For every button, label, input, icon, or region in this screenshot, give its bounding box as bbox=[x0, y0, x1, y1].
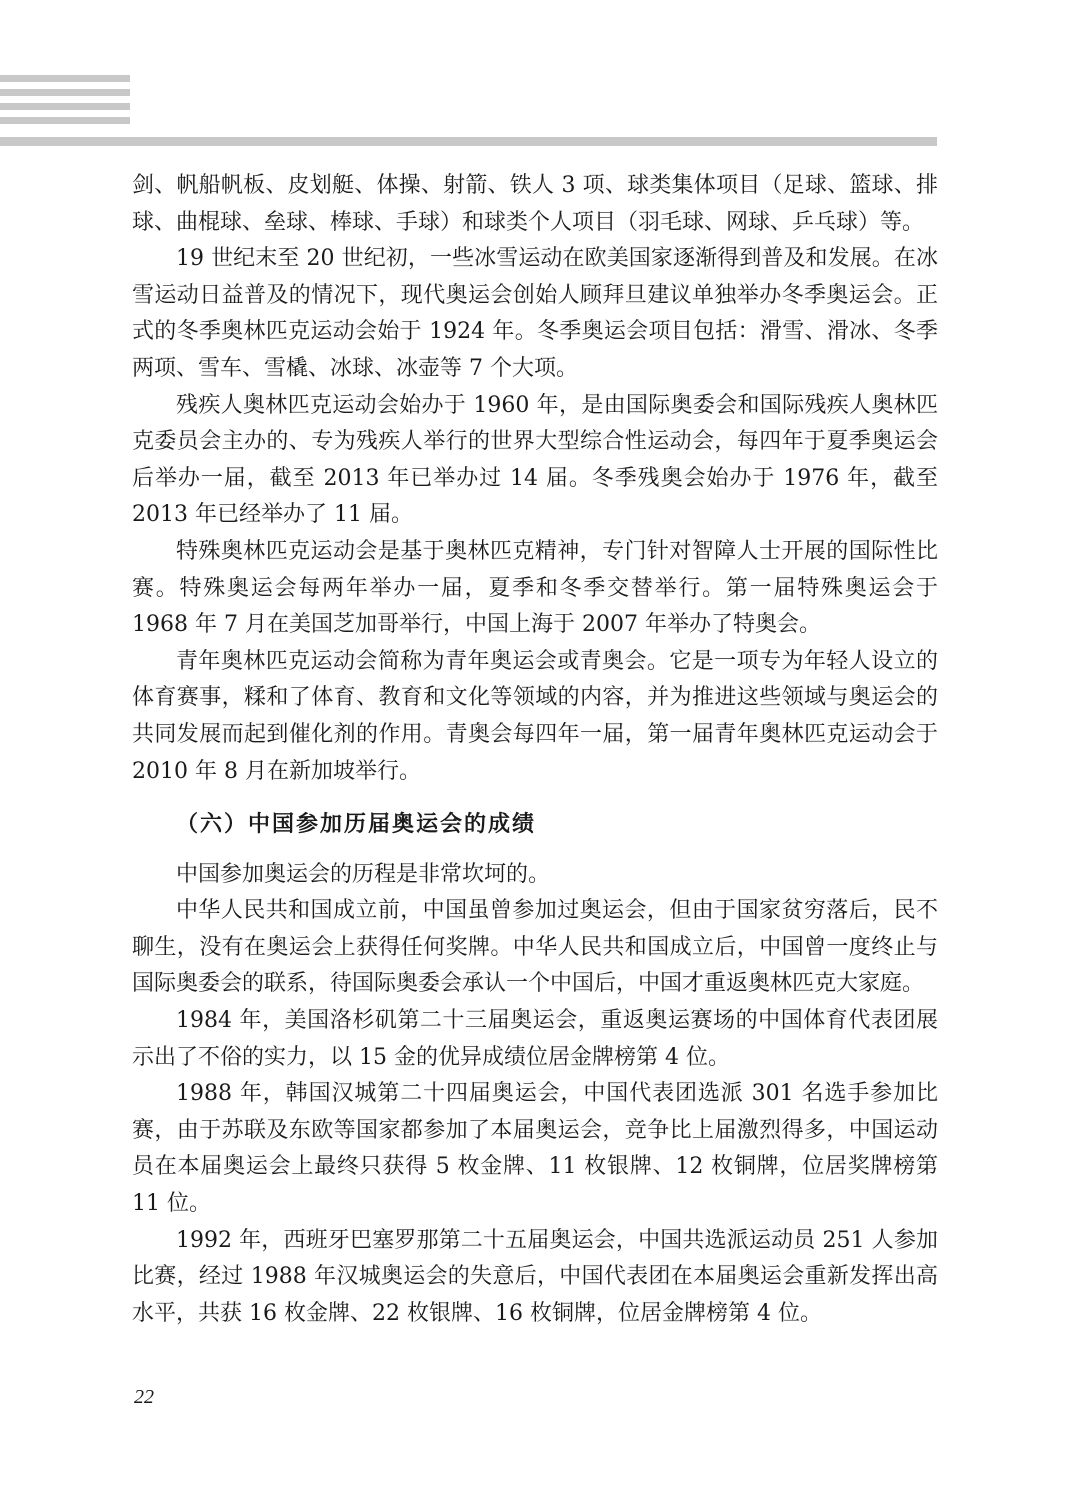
paragraph: 1984 年，美国洛杉矶第二十三届奥运会，重返奥运赛场的中国体育代表团展示出了不俗的实力，以 15 金的优异成绩位居金牌榜第 4 位。 bbox=[132, 1008, 938, 1070]
page-number: 22 bbox=[134, 1386, 154, 1408]
paragraph: 残疾人奥林匹克运动会始办于 1960 年，是由国际奥委会和国际残疾人奥林匹克委员会主办的、专为残疾人举行的世界大型综合性运动会，每四年于夏季奥运会后举办一届，截至 2013 年已举办过 14 届。冬季残奥会始办于 1976 年，截至 2013 年已经举办了 11 届。 bbox=[132, 392, 938, 528]
header-stripe bbox=[0, 75, 130, 82]
paragraph: 1992 年，西班牙巴塞罗那第二十五届奥运会，中国共选派运动员 251 人参加比赛，经过 1988 年汉城奥运会的失意后，中国代表团在本届奥运会重新发挥出高水平，共获 16 枚金牌、22 枚银牌、16 枚铜牌，位居金牌榜第 4 位。 bbox=[132, 1227, 938, 1326]
paragraph: 特殊奥林匹克运动会是基于奥林匹克精神，专门针对智障人士开展的国际性比赛。特殊奥运会每两年举办一届，夏季和冬季交替举行。第一届特殊奥运会于 1968 年 7 月在美国芝加哥举行，中国上海于 2007 年举办了特奥会。 bbox=[132, 538, 938, 638]
paragraph: 中华人民共和国成立前，中国虽曾参加过奥运会，但由于国家贫穷落后，民不聊生，没有在奥运会上获得任何奖牌。中华人民共和国成立后，中国曾一度终止与国际奥委会的联系，待国际奥委会承认一个中国后，中国才重返奥林匹克大家庭。 bbox=[132, 898, 938, 997]
header-stripe bbox=[0, 103, 130, 110]
page-body bbox=[132, 168, 938, 1332]
header-stripe bbox=[0, 89, 130, 96]
paragraph: 1988 年，韩国汉城第二十四届奥运会，中国代表团选派 301 名选手参加比赛，由于苏联及东欧等国家都参加了本届奥运会，竞争比上届激烈得多，中国运动员在本届奥运会上最终只获得 5 枚金牌、11 枚银牌、12 枚铜牌，位居奖牌榜第 11 位。 bbox=[132, 1081, 938, 1217]
section-heading: （六）中国参加历届奥运会的成绩 bbox=[176, 811, 537, 838]
paragraph: 青年奥林匹克运动会简称为青年奥运会或青奥会。它是一项专为年轻人设立的体育赛事，糅和了体育、教育和文化等领域的内容，并为推进这些领域与奥运会的共同发展而起到催化剂的作用。青奥会每四年一届，第一届青年奥林匹克运动会于 2010 年 8 月在新加坡举行。 bbox=[132, 648, 938, 784]
paragraph: 剑、帆船帆板、皮划艇、体操、射箭、铁人 3 项、球类集体项目（足球、篮球、排球、曲棍球、垒球、棒球、手球）和球类个人项目（羽毛球、网球、乒乓球）等。 bbox=[132, 173, 938, 235]
paragraph: 中国参加奥运会的历程是非常坎坷的。 bbox=[176, 861, 551, 887]
paragraph: 19 世纪末至 20 世纪初，一些冰雪运动在欧美国家逐渐得到普及和发展。在冰雪运动日益普及的情况下，现代奥运会创始人顾拜旦建议单独举办冬季奥运会。正式的冬季奥林匹克运动会始于 1924 年。冬季奥运会项目包括：滑雪、滑冰、冬季两项、雪车、雪橇、冰球、冰壶等 7 个大项。 bbox=[132, 246, 938, 381]
header-stripe bbox=[0, 117, 130, 124]
header-rule bbox=[0, 137, 937, 146]
header-stripes-decoration bbox=[0, 75, 130, 131]
